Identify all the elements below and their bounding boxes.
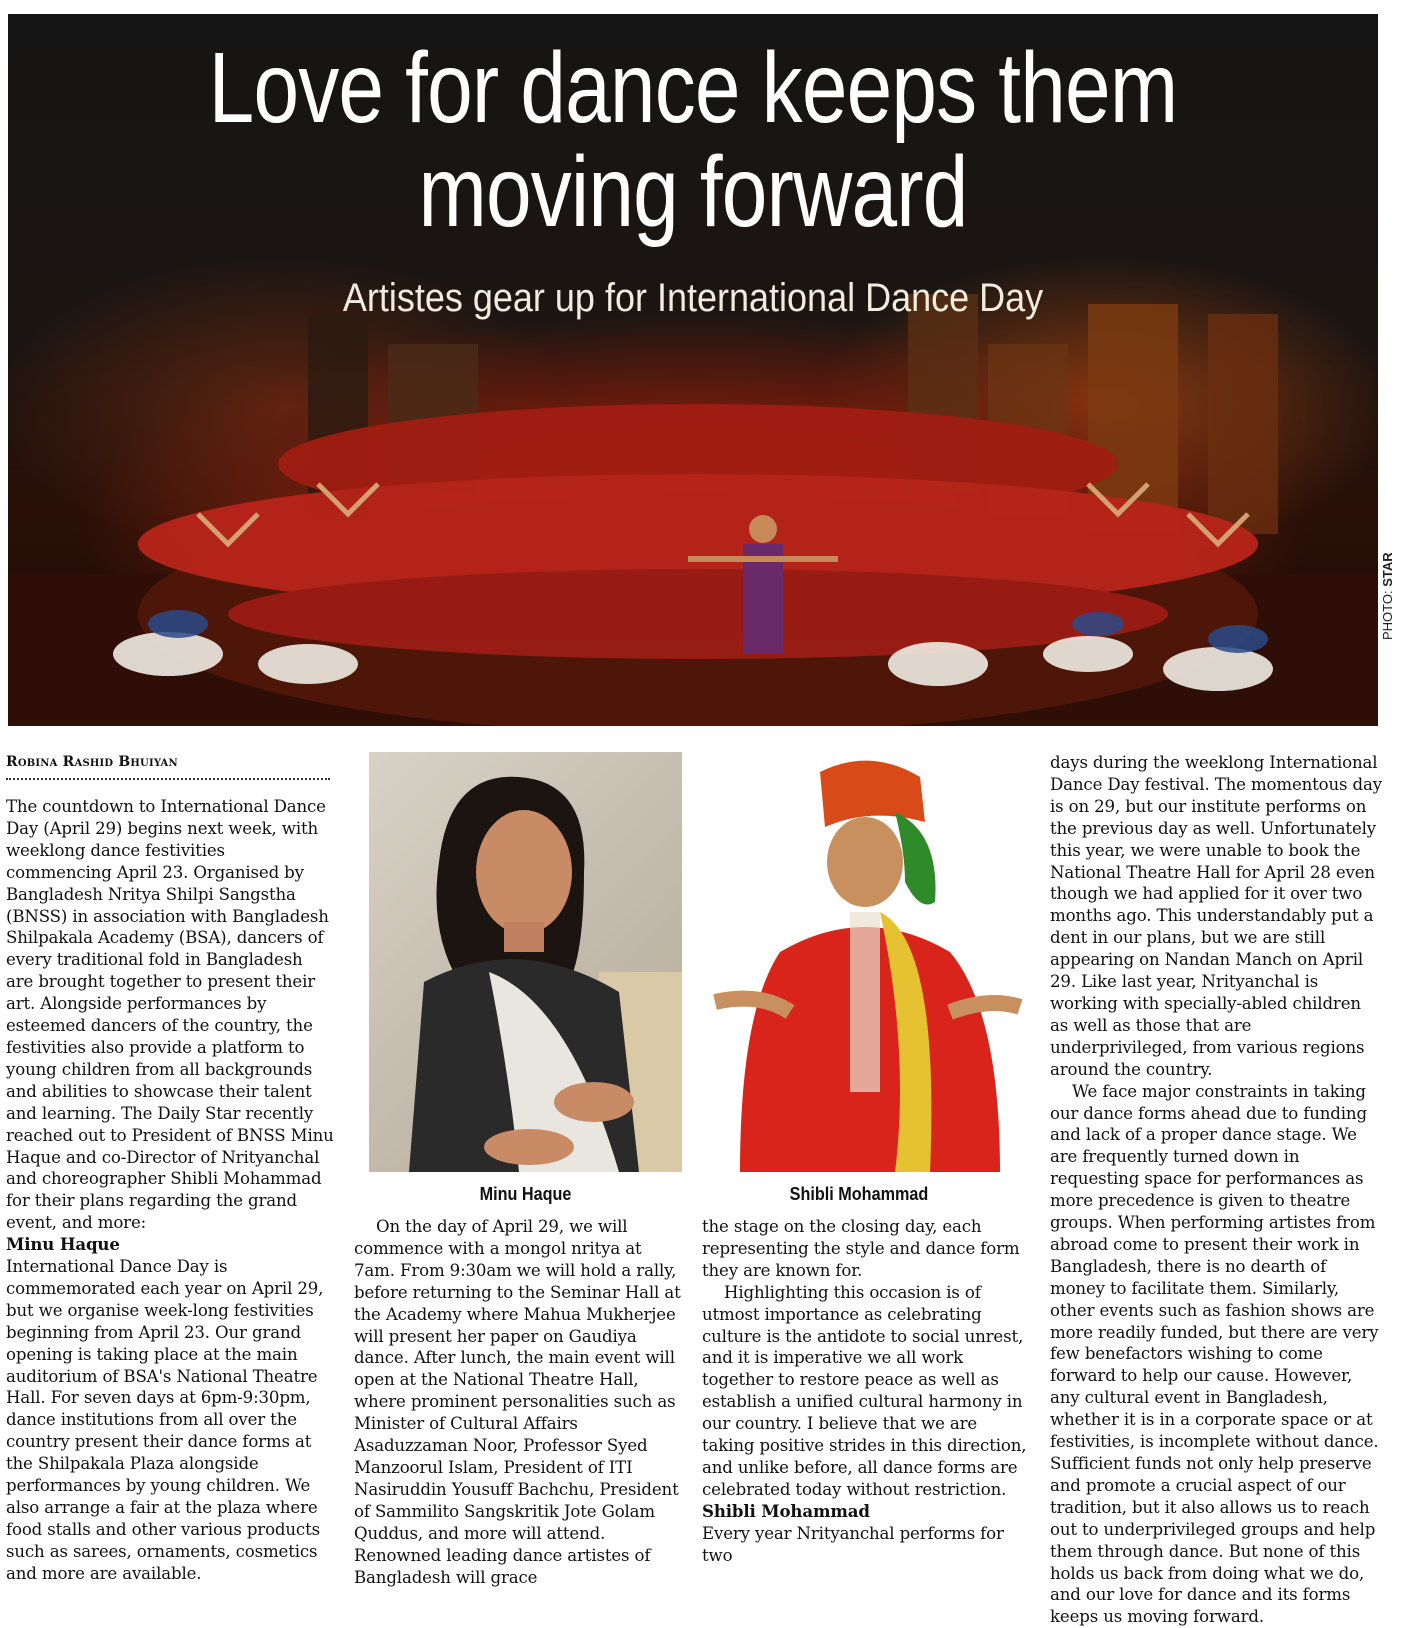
section-heading-minu-haque: Minu Haque bbox=[6, 1234, 120, 1255]
highlighting-paragraph: Highlighting this occasion is of utmost importance as celebrating culture is the antidote to social unrest, and it is imperative we all work together to restore peace as well as establish a unified cultural harmony in our country. I believe that we are taking positive strides in this direction, and unlike before, all dance forms are celebrated today without restriction. bbox=[702, 1282, 1027, 1499]
headline bbox=[131, 32, 1254, 248]
byline-divider bbox=[6, 778, 330, 780]
minu-haque-continued-paragraph: On the day of April 29, we will commence with a mongol nritya at 7am. From 9:30am we will hold a rally, before returning to the Seminar Hall at the Academy where Mahua Mukherjee will present her paper on Gaudiya dance. After lunch, the main event will open at the National Theatre Hall, where prominent personalities such as Minister of Cultural Affairs Asaduzzaman Noor, Professor Syed Manzoorul Islam, President of ITI Nasiruddin Yousuff Bachchu, President of Sammilito Sangskritik Jote Golam Quddus, and more will attend. Renowned leading dance artistes of Bangladesh will grace bbox=[354, 1217, 681, 1587]
caption-minu-haque: Minu Haque bbox=[479, 1184, 572, 1204]
headline-subtitle: Artistes gear up for International Dance Day bbox=[342, 276, 1044, 320]
headline-line-2: moving forward bbox=[418, 136, 968, 248]
column-2 bbox=[354, 1216, 682, 1588]
shibli-mohammad-portrait-illustration bbox=[700, 752, 1035, 1172]
byline: Robina Rashid Bhuiyan bbox=[6, 754, 178, 770]
shibli-mohammad-photo bbox=[700, 752, 1035, 1172]
minu-haque-paragraph: International Dance Day is commemorated each year on April 29, but we organise week-long festivities beginning from April 23. Our grand opening is taking place at the main auditorium of BSA's National Theatre Hall. For seven days at 6pm-9:30pm, dance institutions from all over the country present their dance forms at the Shilpakala Plaza alongside performances by young children. We also arrange a fair at the plaza where food stalls and other various products such as sarees, ornaments, cosmetics and more are available. bbox=[6, 1257, 324, 1583]
shibli-intro-paragraph: Every year Nrityanchal performs for two bbox=[702, 1523, 1004, 1565]
intro-paragraph: The countdown to International Dance Day (April 29) begins next week, with weeklong dance festivities commencing April 23. Organised by Bangladesh Nritya Shilpi Sangstha (BNSS) in association with Bangladesh Shilpakala Academy (BSA), dancers of every traditional fold in Bangladesh are brought together to present their art. Alongside performances by esteemed dancers of the country, the festivities also provide a platform to young children from all backgrounds and abilities to showcase their talent and learning. The Daily Star recently reached out to President of BNSS Minu Haque and co-Director of Nrityanchal and choreographer Shibli Mohammad for their plans regarding the grand event, and more: bbox=[6, 797, 334, 1233]
hero-photo bbox=[8, 14, 1378, 726]
headline-line-1: Love for dance keeps them bbox=[208, 32, 1178, 144]
photo-credit bbox=[1380, 550, 1404, 640]
nrityanchal-paragraph: days during the weeklong International Dance Day festival. The momentous day is on 29, but our institute performs on the previous day as well. Unfortunately this year, we were unable to book the National Theatre Hall for April 28 even though we had applied for it over two months ago. This understandably put a dent in our plans, but we are still appearing on Nandan Manch on April 29. Like last year, Nrityanchal is working with specially-abled children as well as those that are underprivileged, from various regions around the country. bbox=[1050, 753, 1382, 1079]
caption-shibli-mohammad: Shibli Mohammad bbox=[789, 1184, 929, 1204]
constraints-paragraph: We face major constraints in taking our dance forms ahead due to funding and lack of a proper dance stage. We are frequently turned down in requesting space for performances as more precedence is given to theatre groups. When performing artistes from abroad come to present their work in Bangladesh, there is no dearth of money to facilitate them. Similarly, other events such as fashion shows are more readily funded, but there are very few benefactors wishing to come forward to help our cause. However, any cultural event in Bangladesh, whether it is in a corporate space or at festivities, is incomplete without dance. Sufficient funds not only help preserve and promote a crucial aspect of our tradition, but it also allows us to reach out to underprivileged groups and help them through dance. But none of this holds us back from doing what we do, and our love for dance and its forms keeps us moving forward. bbox=[1050, 1081, 1379, 1627]
closing-day-paragraph: the stage on the closing day, each representing the style and dance form they are known for. bbox=[702, 1217, 1020, 1280]
column-3 bbox=[702, 1216, 1032, 1567]
photo-credit-source: STAR bbox=[1380, 552, 1395, 587]
section-heading-shibli-mohammad: Shibli Mohammad bbox=[702, 1500, 870, 1521]
column-4 bbox=[1050, 752, 1382, 1628]
column-1 bbox=[6, 796, 334, 1585]
photo-credit-prefix: PHOTO: bbox=[1380, 590, 1395, 640]
minu-haque-photo bbox=[369, 752, 682, 1172]
minu-haque-portrait-illustration bbox=[369, 752, 682, 1172]
